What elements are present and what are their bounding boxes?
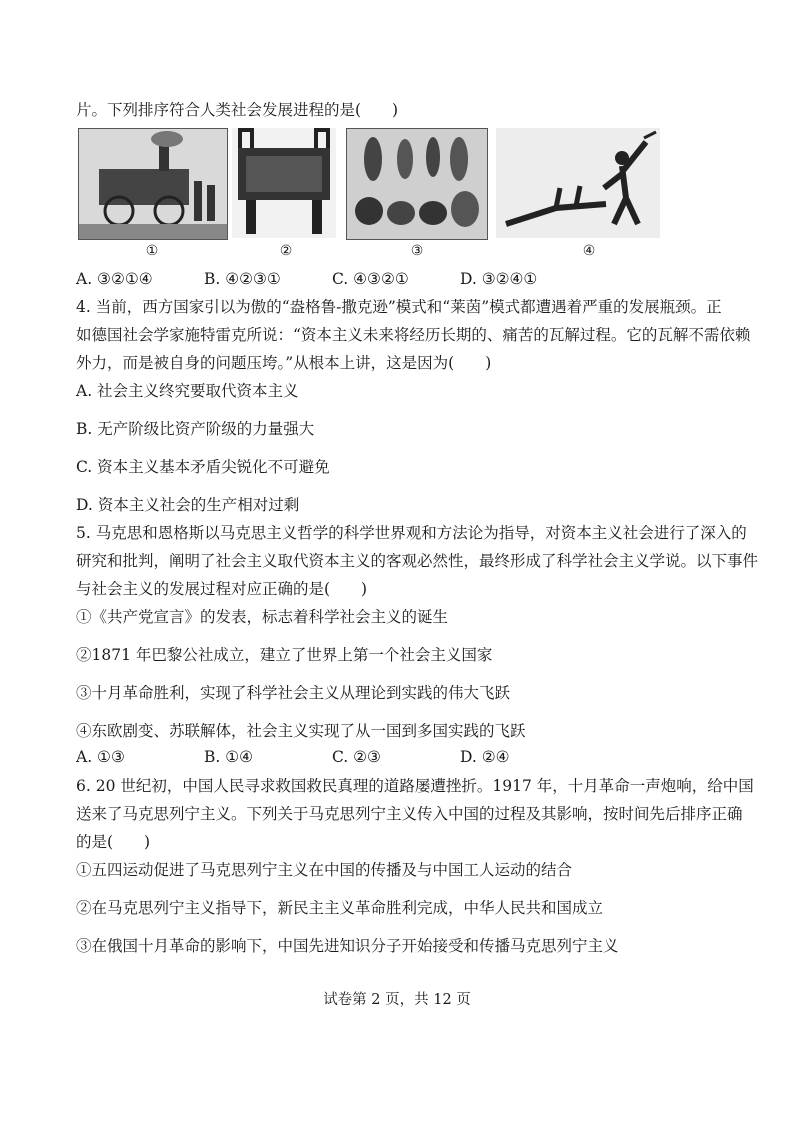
q5-option-b[interactable]: B. ①④: [204, 748, 254, 766]
q5-stem-line-3: 与社会主义的发展过程对应正确的是( ): [76, 580, 368, 598]
page-footer: 试卷第 2 页，共 12 页: [323, 992, 471, 1008]
q6-stem-line-1: 6. 20 世纪初，中国人民寻求救国救民真理的道路屡遭挫折。1917 年，十月革命一声炮响，给中国: [76, 777, 754, 795]
q5-options: [76, 748, 588, 766]
stone-tools-image: [346, 128, 488, 240]
q4-stem-line-3: 外力，而是被自身的问题压垮。”从根本上讲，这是因为( ): [76, 354, 492, 372]
q5-option-d[interactable]: D. ②④: [460, 748, 510, 766]
q3-options: [76, 270, 588, 288]
bronze-ding-image: [232, 128, 336, 238]
q6-item-3: ③在俄国十月革命的影响下，中国先进知识分子开始接受和传播马克思列宁主义: [76, 937, 619, 955]
q4-option-d[interactable]: D. 资本主义社会的生产相对过剩: [76, 496, 300, 514]
steam-engine-image: [78, 128, 228, 240]
q5-option-c[interactable]: C. ②③: [332, 748, 381, 766]
q5-item-3: ③十月革命胜利，实现了科学社会主义从理论到实践的伟大飞跃: [76, 684, 511, 702]
q5-option-a[interactable]: A. ①③: [76, 748, 125, 766]
q5-item-1: ①《共产党宣言》的发表，标志着科学社会主义的诞生: [76, 608, 449, 626]
q3-option-a[interactable]: A. ③②①④: [76, 270, 153, 288]
q5-stem-line-1: 5. 马克思和恩格斯以马克思主义哲学的科学世界观和方法论为指导，对资本主义社会进行了深入的: [76, 524, 747, 542]
q3-option-d[interactable]: D. ③②④①: [460, 270, 538, 288]
q4-option-b[interactable]: B. 无产阶级比资产阶级的力量强大: [76, 420, 315, 438]
image-caption-2: ②: [279, 243, 293, 259]
q3-option-c[interactable]: C. ④③②①: [332, 270, 409, 288]
image-caption-1: ①: [145, 243, 159, 259]
q4-option-c[interactable]: C. 资本主义基本矛盾尖锐化不可避免: [76, 458, 330, 476]
image-caption-3: ③: [410, 243, 424, 259]
q5-stem-line-2: 研究和批判，阐明了社会主义取代资本主义的客观必然性，最终形成了科学社会主义学说。以下事件: [76, 552, 759, 570]
image-caption-4: ④: [582, 243, 596, 259]
q5-item-2: ②1871 年巴黎公社成立，建立了世界上第一个社会主义国家: [76, 646, 493, 664]
q4-option-a[interactable]: A. 社会主义终究要取代资本主义: [76, 382, 299, 400]
q3-stem-tail: 片。下列排序符合人类社会发展进程的是( ): [76, 101, 399, 119]
q6-stem-line-2: 送来了马克思列宁主义。下列关于马克思列宁主义传入中国的过程及其影响，按时间先后排序正确: [76, 805, 743, 823]
q6-item-1: ①五四运动促进了马克思列宁主义在中国的传播及与中国工人运动的结合: [76, 861, 573, 879]
q6-stem-line-3: 的是( ): [76, 833, 151, 851]
q3-option-b[interactable]: B. ④②③①: [204, 270, 281, 288]
q6-item-2: ②在马克思列宁主义指导下，新民主主义革命胜利完成，中华人民共和国成立: [76, 899, 604, 917]
q5-item-4: ④东欧剧变、苏联解体，社会主义实现了从一国到多国实践的飞跃: [76, 722, 526, 740]
q4-stem-line-1: 4. 当前，西方国家引以为傲的“盎格鲁-撒克逊”模式和“莱茵”模式都遭遇着严重的发展瓶颈。正: [76, 298, 722, 316]
q4-stem-line-2: 如德国社会学家施特雷克所说：“资本主义未来将经历长期的、痛苦的瓦解过程。它的瓦解不需依赖: [76, 326, 751, 344]
plow-farmer-image: [496, 128, 660, 238]
